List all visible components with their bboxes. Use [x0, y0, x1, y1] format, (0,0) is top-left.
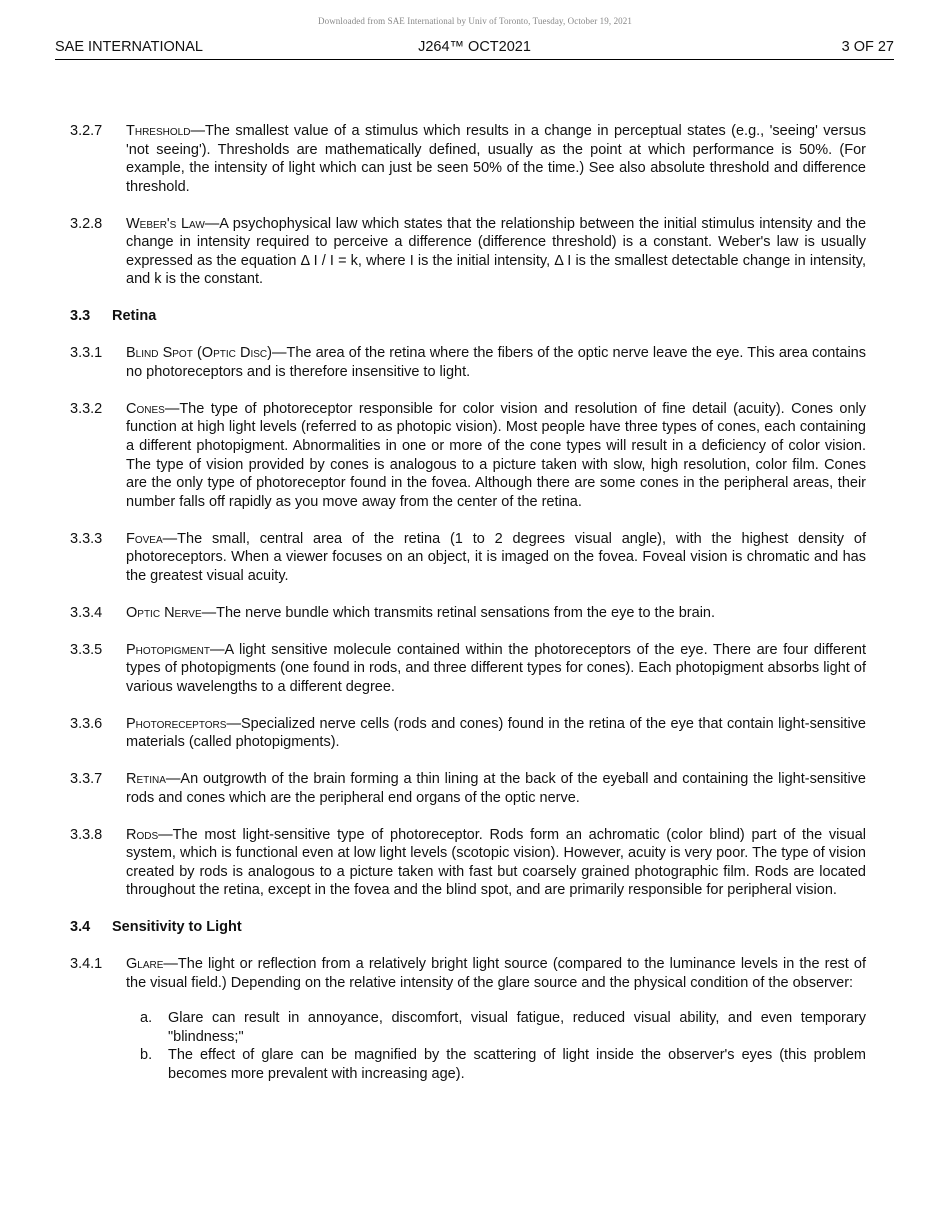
download-watermark: Downloaded from SAE International by Univ of Toronto, Tuesday, October 19, 2021	[318, 16, 632, 26]
section-title: Sensitivity to Light	[112, 919, 242, 936]
definition-entry	[70, 530, 866, 586]
entry-text	[126, 770, 866, 807]
entry-number: 3.3.2	[70, 400, 103, 417]
document-body	[70, 122, 866, 1083]
entry-definition: —An outgrowth of the brain forming a thin lining at the back of the eyeball and containing the light-sensitive rods and cones which are the peripheral end organs of the optic nerve.	[126, 771, 866, 806]
definition-entry	[70, 604, 866, 623]
list-item-letter: b.	[140, 1047, 153, 1064]
definition-entry	[70, 122, 866, 196]
entry-text	[126, 641, 866, 697]
entry-term: Blind Spot (Optic Disc)	[126, 345, 272, 362]
section-heading-sensitivity	[70, 918, 866, 937]
entry-definition: —The smallest value of a stimulus which results in a change in perceptual states (e.g., 'seeing' versus 'not seeing'). Thresholds are mathematically defined, usually as the point at which performance is 50%. (For example, the intensity of light which can just be seen 50% of the time.) See also absolute threshold and difference threshold.	[126, 123, 866, 195]
section-number: 3.4	[70, 919, 91, 936]
entry-number: 3.3.1	[70, 345, 103, 362]
definition-entry	[70, 400, 866, 512]
entry-number: 3.2.8	[70, 215, 103, 232]
list-item	[140, 1009, 866, 1046]
entry-text	[126, 122, 866, 196]
definition-entry	[70, 344, 866, 381]
entry-definition: —A psychophysical law which states that the relationship between the initial stimulus intensity and the change in intensity required to perceive a difference (difference threshold) is a constant. Weber's law is usually expressed as the equation Δ I / I = k, where I is the initial intensity, Δ I is the smallest detectable change in intensity, and k is the constant.	[126, 215, 867, 288]
entry-definition: —The light or reflection from a relatively bright light source (compared to the luminance levels in the rest of the visual field.) Depending on the relative intensity of the glare source and the physical condition of the observer:	[126, 956, 866, 991]
entry-number: 3.3.4	[70, 604, 103, 621]
entry-definition: —The most light-sensitive type of photoreceptor. Rods form an achromatic (color blind) part of the visual system, which is functional even at low light levels (scotopic vision). However, acuity is very poor. The type of vision created by rods is analogous to a picture taken with fast but coarsely grained photographic film. Rods are located throughout the retina, except in the fovea and the blind spot, and are primarily responsible for peripheral vision.	[126, 826, 866, 899]
header-page-number: 3 OF 27	[841, 39, 894, 55]
list-item	[140, 1046, 866, 1083]
entry-text	[126, 344, 866, 381]
entry-text	[126, 826, 866, 900]
entry-number: 3.3.6	[70, 715, 103, 732]
entry-number: 3.2.7	[70, 123, 103, 139]
entry-text	[126, 955, 866, 992]
entry-number: 3.3.5	[70, 641, 103, 658]
entry-term: Cones	[126, 400, 165, 417]
entry-term: Glare	[126, 956, 164, 973]
list-item-text: The effect of glare can be magnified by the scattering of light inside the observer's eyes (this problem becomes more prevalent with increasing age).	[168, 1047, 866, 1082]
definition-entry	[70, 641, 866, 697]
entry-definition: —The type of photoreceptor responsible for color vision and resolution of fine detail (acuity). Cones only function at high light levels (referred to as photopic vision). Most people have three types of cones, each containing a different photopigment. Abnormalities in one or more of the cone types will result in a deficiency of color vision. The type of vision provided by cones is analogous to a picture taken with slow, high resolution, color film. Cones are the only type of photoreceptor found in the fovea. Although there are some cones in the peripheral areas, their number falls off rapidly as you move away from the center of the retina.	[126, 400, 866, 510]
header-document-id: J264™ OCT2021	[418, 39, 531, 55]
entry-number: 3.3.7	[70, 771, 103, 788]
entry-definition: —Specialized nerve cells (rods and cones) found in the retina of the eye that contain light-sensitive materials (called photopigments).	[126, 715, 866, 751]
entry-text	[126, 215, 866, 289]
list-item-text: Glare can result in annoyance, discomfort, visual fatigue, reduced visual ability, and even temporary "blindness;"	[168, 1010, 866, 1045]
page-header	[55, 39, 894, 60]
definition-entry	[70, 955, 866, 992]
definition-entry	[70, 715, 866, 752]
definition-entry	[70, 770, 866, 807]
entry-definition: —The small, central area of the retina (1 to 2 degrees visual angle), with the highest density of photoreceptors. When a viewer focuses on an object, it is imaged on the fovea. Foveal vision is chromatic and has the greatest visual acuity.	[126, 530, 866, 584]
entry-text	[126, 604, 866, 623]
entry-number: 3.4.1	[70, 956, 103, 973]
entry-text	[126, 715, 866, 752]
entry-definition: —A light sensitive molecule contained within the photoreceptors of the eye. There are four different types of photopigments (one found in rods, and three different types for cones). Each photopigment absorbs light of various wavelengths to a different degree.	[126, 641, 866, 695]
section-title: Retina	[112, 308, 157, 325]
entry-text	[126, 400, 866, 512]
section-number: 3.3	[70, 308, 91, 325]
entry-term: Optic Nerve	[126, 604, 202, 621]
entry-term: Photoreceptors	[126, 715, 227, 732]
glare-effects-list	[140, 1009, 866, 1083]
header-organization: SAE INTERNATIONAL	[55, 39, 203, 55]
list-item-letter: a.	[140, 1010, 153, 1027]
section-heading-retina	[70, 307, 866, 326]
entry-definition: —The area of the retina where the fibers of the optic nerve leave the eye. This area contains no photoreceptors and is therefore insensitive to light.	[126, 345, 866, 380]
entry-definition: —The nerve bundle which transmits retinal sensations from the eye to the brain.	[201, 604, 716, 621]
entry-term: Threshold	[126, 123, 191, 139]
entry-number: 3.3.3	[70, 530, 103, 547]
entry-term: Photopigment	[126, 641, 210, 658]
entry-term: Fovea	[126, 530, 163, 547]
definition-entry	[70, 826, 866, 900]
entry-number: 3.3.8	[70, 826, 103, 843]
definition-entry	[70, 215, 866, 289]
entry-term: Retina	[126, 771, 166, 788]
entry-text	[126, 530, 866, 586]
entry-term: Weber's Law	[126, 215, 205, 232]
entry-term: Rods	[126, 826, 159, 843]
